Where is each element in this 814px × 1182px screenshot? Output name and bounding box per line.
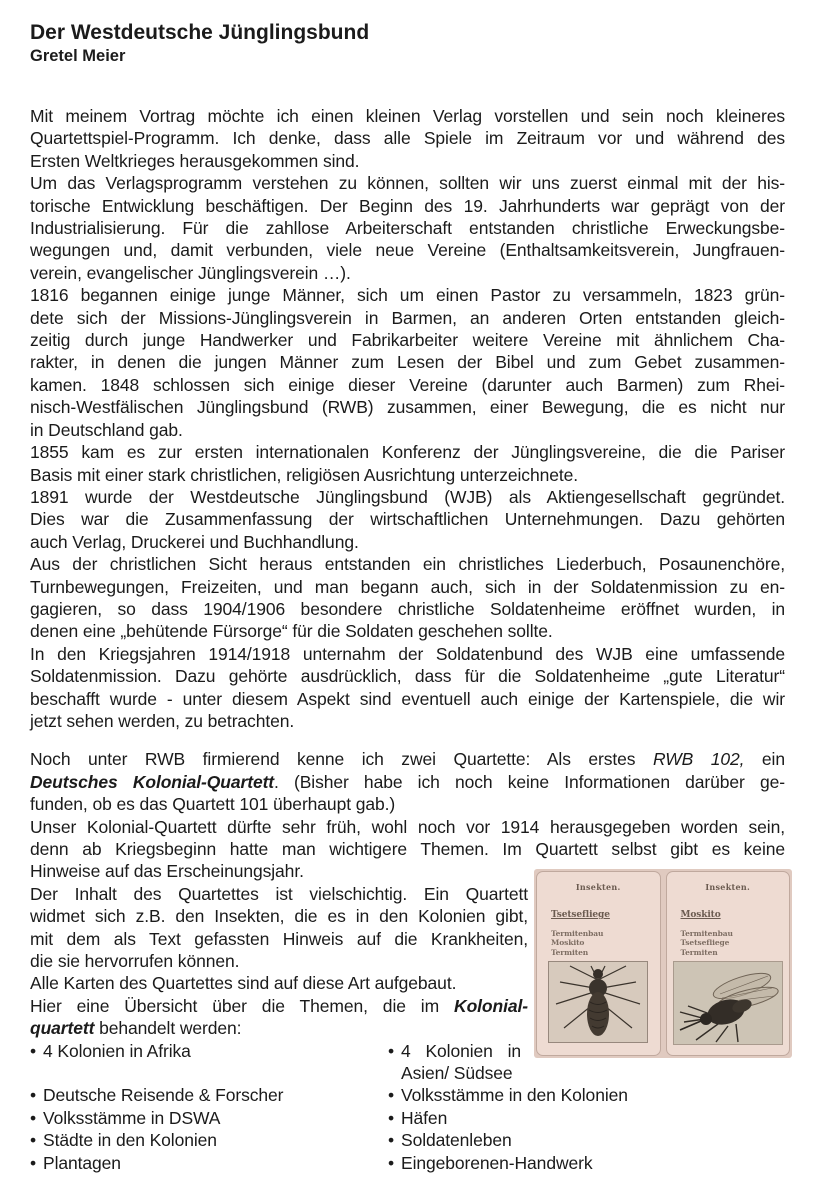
list-item-label: 4 Kolonien in Afrika [43,1040,191,1061]
list-item [30,1107,388,1129]
card-member: Termiten [680,947,718,957]
list-item-label: Volksstämme in DSWA [43,1107,221,1128]
list-item-label: Soldatenleben [401,1130,512,1151]
text-line [30,1017,528,1039]
list-item-label: Deutsche Reisende & Forscher [43,1085,284,1106]
bold-italic-run: Deutsches Kolonial-Quartett [30,771,275,792]
text-run: behandelt werden: [94,1018,242,1039]
list-item-label: 4 Kolonien in Asien/ Südsee [401,1040,521,1084]
card-member: Tsetsefliege [680,938,730,948]
text-line: in Deutschland gab. [30,419,183,440]
paragraph-overview [30,995,528,1040]
page-author: Gretel Meier [30,47,126,65]
text-line: nisch-Westfälischen Jünglingsbund (RWB) zusammen, einer Bewegung, die es nicht nur [30,397,785,418]
list-item [388,1129,785,1151]
text-line: In den Kriegsjahren 1914/1918 unternahm der Soldatenbund des WJB eine umfassende [30,643,785,664]
bullet-icon: • [388,1085,395,1106]
card-description-text [674,1049,783,1052]
text-line: denn ab Kriegsbeginn hatte man wichtigere Themen. Im Quartett selbst gibt es keine [30,839,785,859]
bold-italic-run: quartett [30,1018,95,1039]
paragraph-rwb-quartette [30,748,785,815]
text-line [30,995,528,1017]
section-with-card-photo [30,883,785,1174]
text-line [30,771,785,793]
list-item [388,1084,785,1106]
text-run: Hier eine Übersicht über die Themen, die im [30,995,455,1016]
quartet-cards-photo [534,869,792,1058]
paragraph-1891 [30,486,785,553]
card-member: Termitenbau [680,928,733,938]
text-line: dete sich der Missions-Jünglingsverein in Barmen, an anderen Orten entstanden gleich- [30,307,785,328]
paragraph-intro [30,105,785,172]
list-item [30,1152,388,1174]
text-line: Aus der christlichen Sicht heraus entstanden ein christliches Liederbuch, Posaunenchöre, [30,554,785,575]
bullet-icon: • [30,1152,37,1173]
text-run: . (Bisher habe ich noch keine Informationen darüber ge- [274,771,785,792]
text-line: 1855 kam es zur ersten internationalen Konferenz der Jünglingsvereine, die die Pariser [30,442,785,463]
paragraph-christian-view [30,553,785,643]
bullet-icon: • [30,1040,37,1061]
text-line: Um das Verlagsprogramm verstehen zu können, sollten wir uns zuerst einmal mit der his- [30,173,785,194]
text-line: rakter, in denen die jungen Männer zum Lesen der Bibel und zum Gebet zusammen- [30,352,785,373]
list-item-label: Volksstämme in den Kolonien [401,1085,628,1106]
text-line: wegungen und, damit verbunden, viele neue Vereine (Enthaltsamkeitsverein, Jungfrauen- [30,240,785,261]
card-member-list [681,929,785,958]
text-line: Unser Kolonial-Quartett dürfte sehr früh, wohl noch vor 1914 herausgegeben worden sein, [30,816,785,837]
topics-bullet-list [30,1040,785,1174]
paragraph-1816 [30,284,785,441]
list-item [30,1040,388,1085]
card-member: Termitenbau [551,928,604,938]
text-line: auch Verlag, Druckerei und Buchhandlung. [30,531,359,552]
italic-run: RWB 102, [652,749,745,770]
text-line: Basis mit einer stark christlichen, religiösen Ausrichtung unterzeichnete. [30,464,579,485]
text-line: verein, evangelischer Jünglingsverein …). [30,262,351,283]
paragraph-1855 [30,441,785,486]
bullet-icon: • [388,1107,395,1128]
bullet-icon: • [30,1107,37,1128]
card-member: Moskito [551,938,585,948]
bullet-icon: • [388,1130,395,1151]
list-item-label: Häfen [401,1107,448,1128]
list-item [388,1107,785,1129]
paragraph-war-years [30,643,785,733]
bullet-icon: • [30,1085,37,1106]
text-line: Soldatenmission. Dazu gehörte ausdrücklich, dass für die Soldatenheime „gute Literatur“ [30,666,785,687]
list-item [30,1084,388,1106]
card-member: Termiten [551,947,589,957]
blank-line [30,732,785,748]
paragraph-content [30,883,528,973]
text-line: Hinweise auf das Erscheinungsjahr. [30,861,304,882]
text-line: Ersten Weltkrieges herausgekommen sind. [30,150,360,171]
mosquito-illustration [673,961,783,1045]
text-line: kamen. 1848 schlossen sich einige dieser Vereine (darunter auch Barmen) zum Rhei- [30,374,785,395]
card-description-text [544,1047,653,1052]
text-line: Mit meinem Vortrag möchte ich einen kleinen Verlag vorstellen und sein noch kleineres [30,106,785,126]
text-line: 1891 wurde der Westdeutsche Jünglingsbund (WJB) als Aktiengesellschaft gegründet. [30,486,785,507]
bullet-icon: • [388,1040,395,1061]
text-line: widmet sich z.B. den Insekten, die es in den Kolonien gibt, [30,906,528,927]
text-run: ein [744,749,785,770]
article-body [30,105,785,1174]
tsetse-fly-illustration [548,961,648,1043]
text-run: Noch unter RWB firmierend kenne ich zwei Quartette: Als erstes [30,749,653,770]
paragraph-history [30,172,785,284]
list-item [388,1152,785,1174]
text-line: 1816 begannen einige junge Männer, sich um einen Pastor zu versammeln, 1823 grün- [30,285,785,306]
text-line: Dies war die Zusammenfassung der wirtschaftlichen Unternehmungen. Dazu gehörten [30,509,785,530]
card-group-title: Insekten. [575,881,621,892]
text-line: zeitig durch junge Handwerker und Fabrikarbeiter weitere Vereine mit ähnlichem Cha- [30,330,785,351]
text-line: torische Entwicklung beschäftigen. Der Beginn des 19. Jahrhunderts war geprägt von der [30,195,785,216]
list-item [30,1129,388,1151]
card-member-list [551,929,655,958]
text-line: Quartettspiel-Programm. Ich denke, dass alle Spiele im Zeitraum vor und während des [30,128,785,149]
bullet-icon: • [30,1130,37,1151]
text-line: jetzt sehen werden, zu betrachten. [30,710,295,731]
text-line: Industrialisierung. Für die zahllose Arbeiterschaft entstanden christliche Erweckungsbe- [30,218,785,239]
text-line: die sie hervorrufen können. [30,951,240,972]
quartet-card-tsetsefliege [536,871,661,1056]
card-title: Moskito [680,910,721,921]
text-line: denen eine „behütende Fürsorge“ für die Soldaten geschehen sollte. [30,621,553,642]
text-line: Alle Karten des Quartettes sind auf diese Art aufgebaut. [30,973,457,994]
list-item-label: Plantagen [43,1152,121,1173]
bold-italic-run: Kolonial- [454,995,528,1016]
text-line: mit dem als Text gefassten Hinweis auf die Krankheiten, [30,928,528,949]
list-item-label: Städte in den Kolonien [43,1130,217,1151]
page-title: Der Westdeutsche Jünglingsbund [30,21,370,44]
bullet-icon: • [388,1152,395,1173]
quartet-card-moskito [666,871,791,1056]
card-group-title: Insekten. [705,881,751,892]
list-item-label: Eingeborenen-Handwerk [401,1152,593,1173]
text-line: Turnbewegungen, Freizeiten, und man begann auch, sich in der Soldatenmission zu en- [30,576,785,597]
card-title: Tsetsefliege [551,910,610,921]
text-line: beschafft wurde - unter diesem Aspekt sind eventuell auch einige der Kartenspiele, die wir [30,688,785,709]
text-line: gagieren, so dass 1904/1906 besondere christliche Soldatenheime eröffnet wurden, in [30,598,785,619]
text-line [30,748,785,770]
text-line: Der Inhalt des Quartettes ist vielschichtig. Ein Quartett [30,883,528,904]
text-line: funden, ob es das Quartett 101 überhaupt gab.) [30,794,396,815]
